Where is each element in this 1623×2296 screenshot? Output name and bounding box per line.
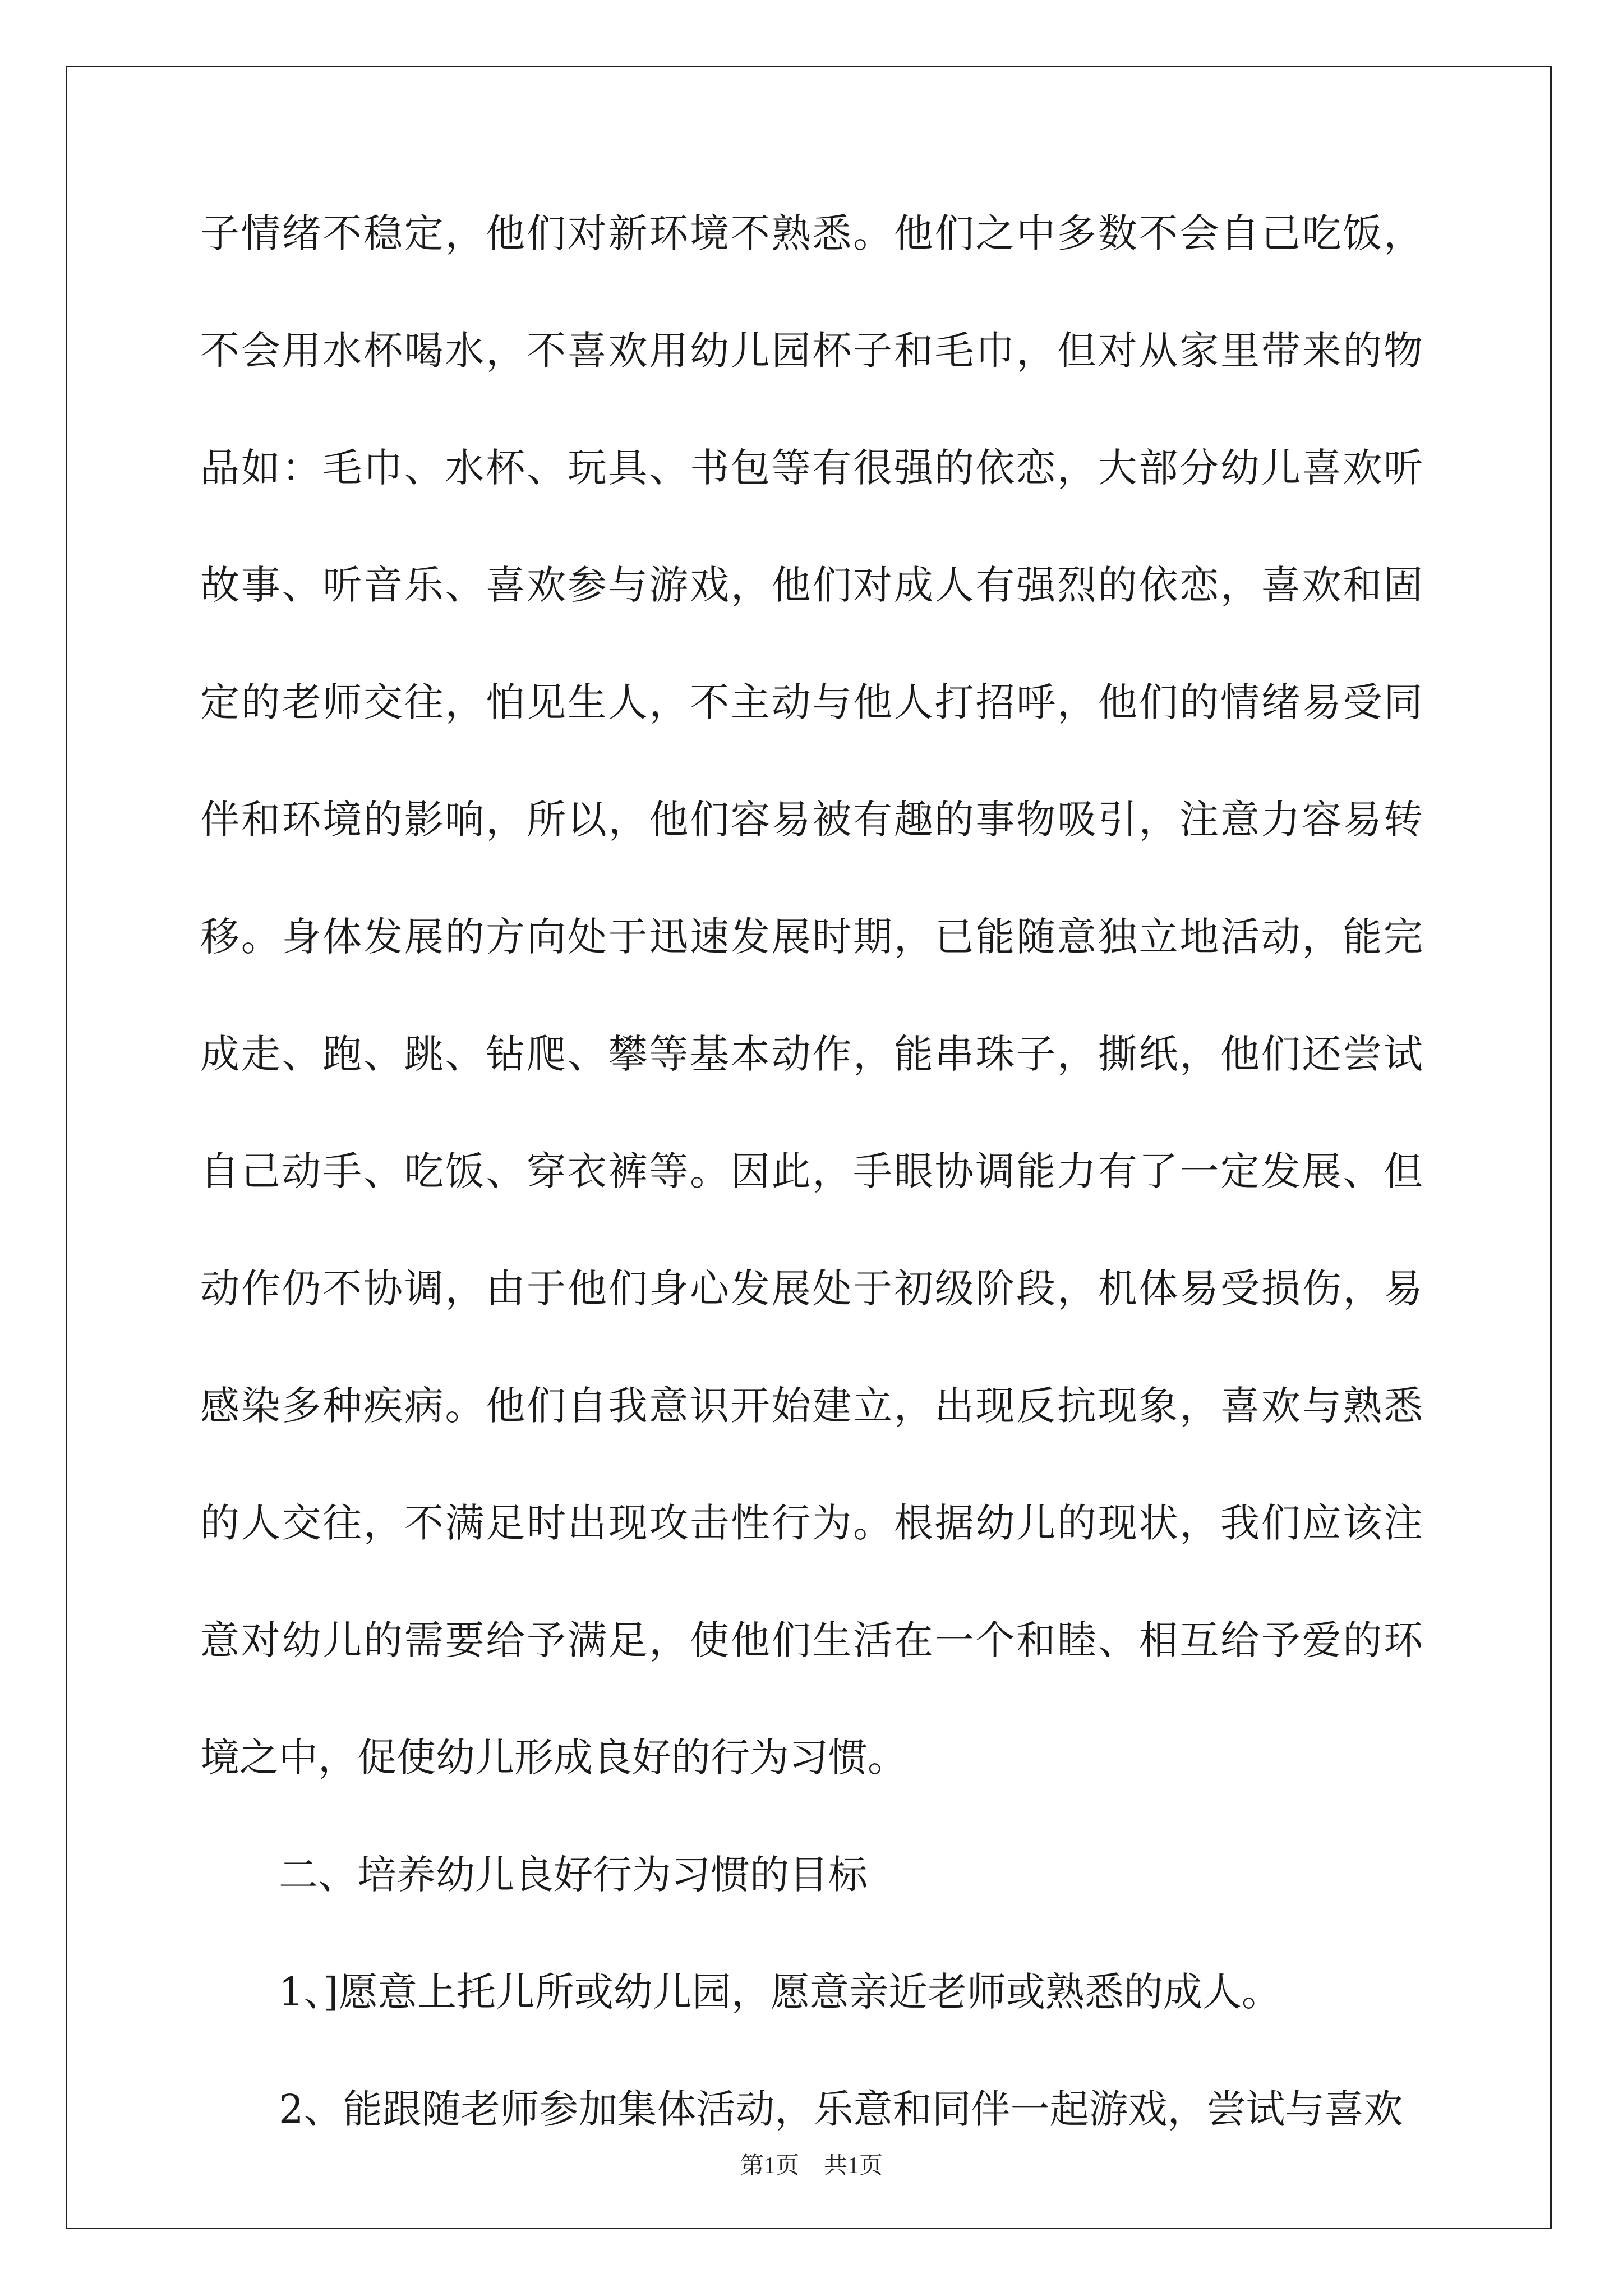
paragraph-line: 移。身体发展的方向处于迅速发展时期，已能随意独立地活动，能完	[200, 914, 1423, 960]
paragraph-line: 成走、跑、跳、钻爬、攀等基本动作，能串珠子，撕纸，他们还尝试	[200, 1031, 1423, 1077]
document-body	[200, 210, 1423, 2207]
paragraph-line: 品如：毛巾、水杯、玩具、书包等有很强的依恋，大部分幼儿喜欢听	[200, 445, 1423, 491]
goal-item: 1、]愿意上托儿所或幼儿园，愿意亲近老师或熟悉的成人。	[279, 1969, 1281, 2015]
paragraph-line: 感染多种疾病。他们自我意识开始建立，出现反抗现象，喜欢与熟悉	[200, 1383, 1423, 1429]
page-footer	[0, 2154, 1623, 2178]
paragraph-line: 定的老师交往，怕见生人，不主动与他人打招呼，他们的情绪易受同	[200, 679, 1423, 725]
page-number: 第1页	[740, 2153, 799, 2179]
paragraph-line: 子情绪不稳定，他们对新环境不熟悉。他们之中多数不会自己吃饭，	[200, 210, 1423, 256]
page-total: 共1页	[824, 2153, 883, 2179]
paragraph-line: 动作仍不协调，由于他们身心发展处于初级阶段，机体易受损伤，易	[200, 1266, 1423, 1312]
goal-item: 2、能跟随老师参加集体活动，乐意和同伴一起游戏，尝试与喜欢	[279, 2086, 1403, 2132]
paragraph-line: 伴和环境的影响，所以，他们容易被有趣的事物吸引，注意力容易转	[200, 797, 1423, 843]
paragraph-line: 不会用水杯喝水，不喜欢用幼儿园杯子和毛巾，但对从家里带来的物	[200, 328, 1423, 374]
paragraph-line: 境之中，促使幼儿形成良好的行为习惯。	[200, 1734, 907, 1780]
paragraph-line: 意对幼儿的需要给予满足，使他们生活在一个和睦、相互给予爱的环	[200, 1617, 1423, 1663]
section-heading: 二、培养幼儿良好行为习惯的目标	[279, 1852, 868, 1898]
paragraph-line: 的人交往，不满足时出现攻击性行为。根据幼儿的现状，我们应该注	[200, 1500, 1423, 1546]
paragraph-line: 自己动手、吃饭、穿衣裤等。因此，手眼协调能力有了一定发展、但	[200, 1148, 1423, 1194]
paragraph-line: 故事、听音乐、喜欢参与游戏，他们对成人有强烈的依恋，喜欢和固	[200, 562, 1423, 608]
